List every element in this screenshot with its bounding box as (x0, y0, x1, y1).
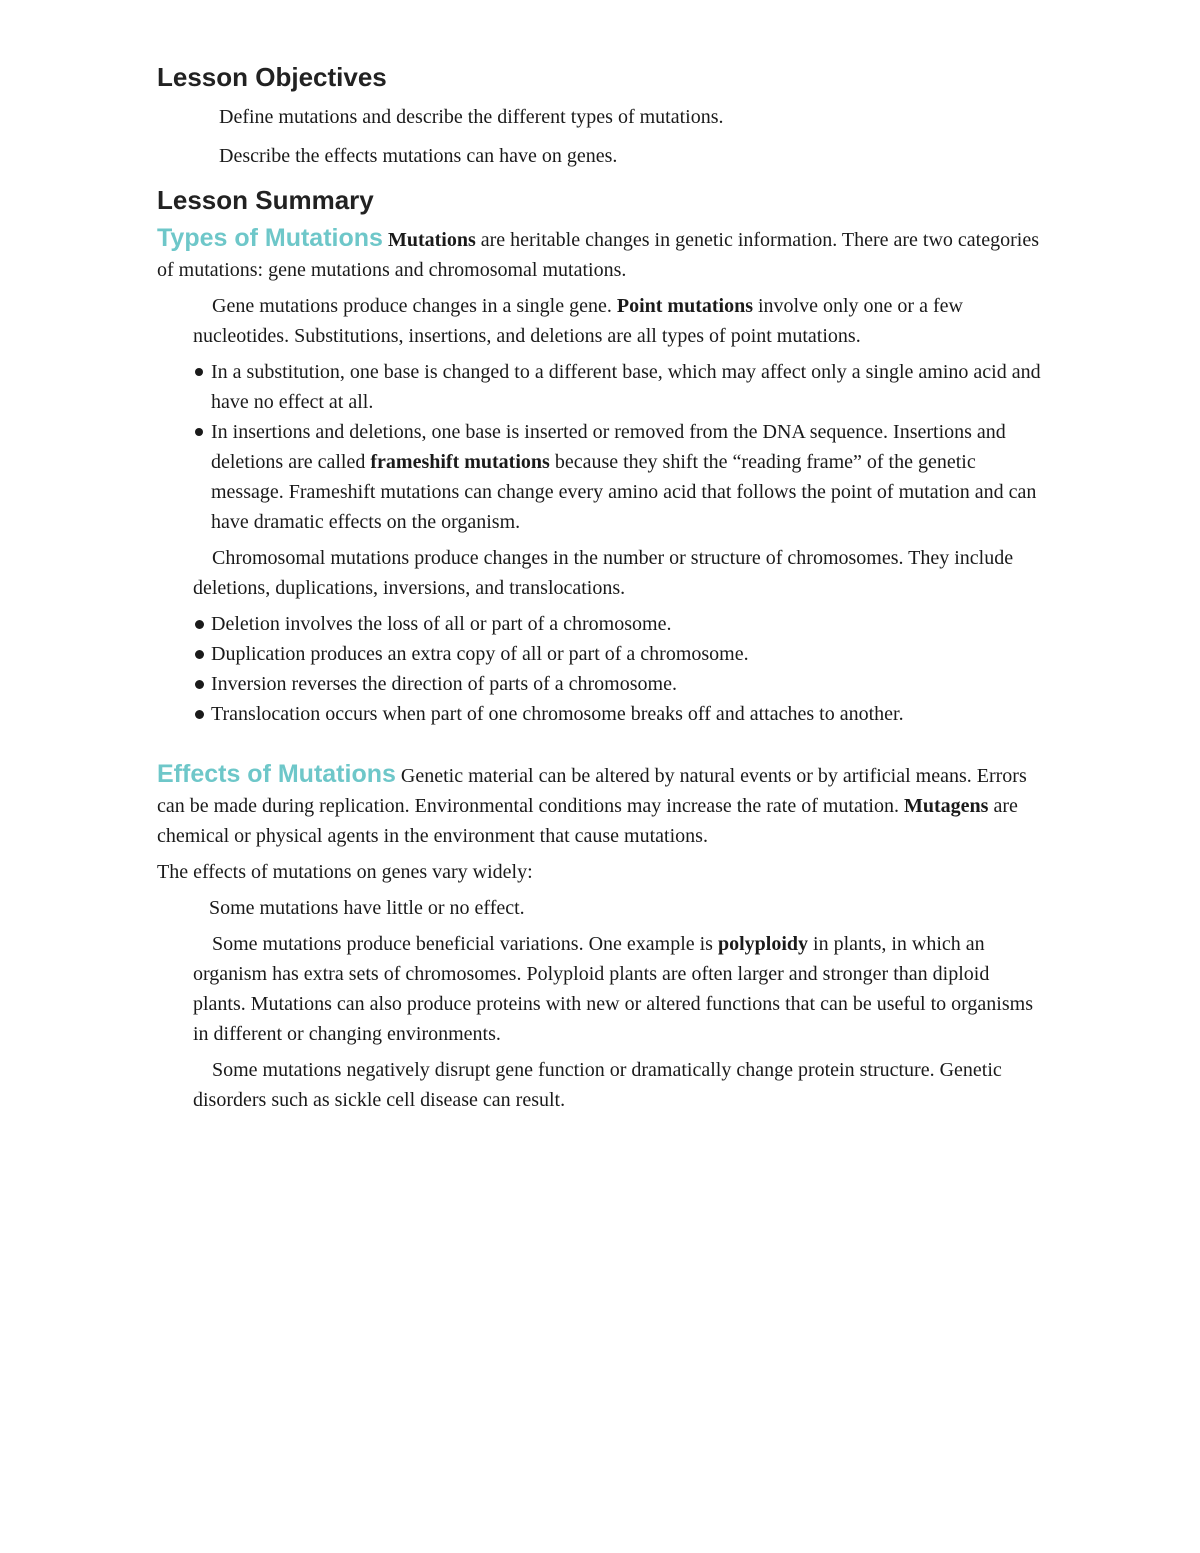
gene-mutations-paragraph (157, 291, 1047, 351)
types-intro-paragraph (157, 223, 1047, 285)
document-page (157, 60, 1047, 1115)
chromosomal-mutation-list (157, 609, 1047, 729)
point-mutations-term: Point mutations (616, 295, 753, 317)
little-effect-paragraph: Some mutations have little or no effect. (209, 897, 525, 919)
translocation-text: Translocation occurs when part of one chromosome breaks off and attaches to another. (211, 703, 904, 725)
gene-mutations-text-end: involve only one or a few nucleotides. Substitutions, insertions, and deletions are all types of point mutations. (193, 295, 963, 347)
list-item (194, 609, 1047, 639)
mutagens-term: Mutagens (903, 795, 989, 817)
bullet-icon (195, 650, 204, 659)
beneficial-text: Some mutations produce beneficial variations. One example is (212, 933, 718, 955)
list-item (194, 357, 1047, 417)
list-item (194, 699, 1047, 729)
list-item (194, 639, 1047, 669)
bullet-icon (195, 428, 203, 436)
polyploidy-term: polyploidy (717, 933, 809, 955)
frameshift-text: In insertions and deletions, one base is inserted or removed from the DNA sequence. Insertions and deletions are called (211, 421, 1006, 473)
types-of-mutations-title: Types of Mutations (157, 224, 383, 252)
inversion-text: Inversion reverses the direction of parts of a chromosome. (211, 673, 677, 695)
substitution-text: In a substitution, one base is changed to a different base, which may affect only a single amino acid and have no effect at all. (211, 361, 1041, 413)
deletion-text: Deletion involves the loss of all or part of a chromosome. (211, 613, 672, 635)
objective-item: Describe the effects mutations can have on genes. (219, 145, 618, 167)
frameshift-text-end: because they shift the “reading frame” of the genetic message. Frameshift mutations can change every amino acid that follows the point of mutation and can have dramatic effects on the organism. (211, 451, 1037, 533)
frameshift-mutations-term: frameshift mutations (370, 451, 550, 473)
gene-mutations-text: Gene mutations produce changes in a single gene. (212, 295, 617, 317)
lesson-summary-heading: Lesson Summary (157, 185, 374, 215)
effects-intro-text-end: are chemical or physical agents in the environment that cause mutations. (157, 795, 1018, 847)
bullet-icon (195, 680, 204, 689)
duplication-text: Duplication produces an extra copy of all or part of a chromosome. (211, 643, 749, 665)
point-mutation-list (157, 357, 1047, 537)
types-intro-text: are heritable changes in genetic information. There are two categories of mutations: gene mutations and chromosomal mutations. (157, 229, 1039, 281)
list-item (194, 669, 1047, 699)
list-item (194, 417, 1047, 537)
beneficial-text-end: in plants, in which an organism has extra sets of chromosomes. Polyploid plants are often larger and stronger than diploid plants. Mutations can also produce proteins with new or altered functions that can be useful to organisms in different or changing environments. (193, 933, 1033, 1045)
effects-vary-paragraph: The effects of mutations on genes vary widely: (157, 861, 533, 883)
bullet-icon (195, 368, 203, 376)
chromosomal-mutations-paragraph: Chromosomal mutations produce changes in the number or structure of chromosomes. They include deletions, duplications, inversions, and translocations. (193, 547, 1014, 599)
lesson-objectives-heading: Lesson Objectives (157, 62, 387, 92)
bullet-icon (195, 620, 204, 629)
negative-effects-paragraph: Some mutations negatively disrupt gene function or dramatically change protein structure. Genetic disorders such as sickle cell disease can result. (193, 1059, 1002, 1111)
bullet-icon (195, 710, 204, 719)
objective-item: Define mutations and describe the different types of mutations. (219, 106, 724, 128)
beneficial-variations-paragraph (157, 929, 1047, 1049)
effects-of-mutations-title: Effects of Mutations (157, 760, 396, 788)
mutations-term: Mutations (387, 229, 476, 251)
effects-intro-text: Genetic material can be altered by natural events or by artificial means. Errors can be made during replication. Environmental conditions may increase the rate of mutation. (157, 765, 1027, 817)
effects-intro-paragraph (157, 759, 1047, 851)
